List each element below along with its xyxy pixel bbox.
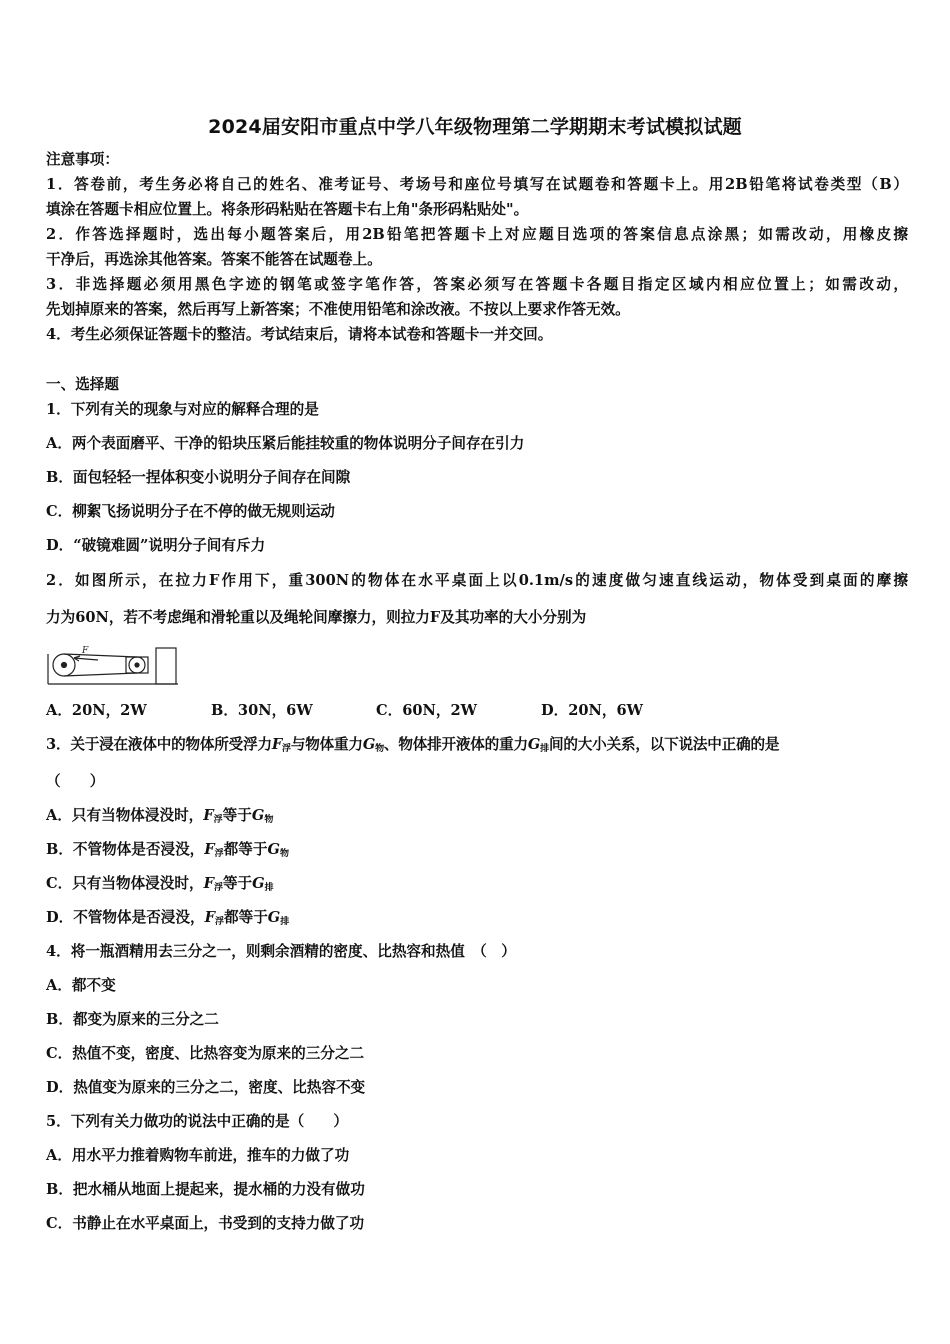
subscript: 物 bbox=[279, 849, 289, 859]
option-text: 等于 bbox=[222, 875, 253, 892]
question-4-option-c: C．热值不变，密度、比热容变为原来的三分之二 bbox=[46, 1045, 365, 1062]
notice-line: 3．非选择题必须用黑色字迹的钢笔或签字笔作答，答案必须写在答题卡各题目指定区域内相应位置上；如需改动， bbox=[46, 276, 908, 293]
question-5-option-c: C．书静止在水平桌面上，书受到的支持力做了功 bbox=[46, 1215, 365, 1232]
question-3-option-d bbox=[46, 908, 289, 932]
notice-line: 填涂在答题卡相应位置上。将条形码粘贴在答题卡右上角"条形码粘贴处"。 bbox=[46, 201, 529, 218]
symbol-G: G bbox=[267, 909, 281, 926]
option-text: A．只有当物体浸没时， bbox=[46, 807, 204, 824]
question-4-option-a: A．都不变 bbox=[46, 977, 116, 994]
pulley-figure bbox=[46, 644, 180, 688]
question-2-option-b: B．30N，6W bbox=[211, 702, 313, 719]
question-2-option-d: D．20N，6W bbox=[541, 702, 644, 719]
notice-line: 先划掉原来的答案，然后再写上新答案；不准使用铅笔和涂改液。不按以上要求作答无效。 bbox=[46, 301, 630, 318]
option-text: 等于 bbox=[222, 807, 252, 824]
notice-heading: 注意事项： bbox=[46, 151, 119, 168]
question-5-option-b: B．把水桶从地面上提起来，提水桶的力没有做功 bbox=[46, 1181, 365, 1198]
subscript: 浮 bbox=[213, 815, 223, 825]
question-3-option-b bbox=[46, 840, 289, 864]
subscript: 排 bbox=[280, 917, 290, 927]
notice-line: 2．作答选择题时，选出每小题答案后，用2B铅笔把答题卡上对应题目选项的答案信息点涂黑；如需改动，用橡皮擦 bbox=[46, 226, 908, 243]
question-3-paren: （ ） bbox=[46, 773, 105, 790]
question-2-stem-cont: 力为60N，若不考虑绳和滑轮重以及绳轮间摩擦力，则拉力F及其功率的大小分别为 bbox=[46, 609, 587, 626]
question-3-stem bbox=[46, 735, 779, 759]
subscript: 物 bbox=[264, 815, 274, 825]
subscript: 浮 bbox=[282, 744, 291, 754]
section-heading: 一、选择题 bbox=[46, 376, 119, 393]
wall-right bbox=[156, 648, 176, 684]
symbol-F: F bbox=[271, 736, 283, 753]
symbol-G: G bbox=[251, 807, 265, 824]
subscript: 浮 bbox=[214, 849, 224, 859]
question-2-stem: 2．如图所示，在拉力F作用下，重300N的物体在水平桌面上以0.1m/s的速度做匀速直线运动，物体受到桌面的摩擦 bbox=[46, 572, 908, 589]
question-3-text: 与物体重力 bbox=[290, 736, 363, 753]
option-text: 都等于 bbox=[224, 909, 268, 926]
page-title: 2024届安阳市重点中学八年级物理第二学期期末考试模拟试题 bbox=[208, 116, 742, 138]
subscript: 浮 bbox=[213, 883, 223, 893]
question-2-option-a: A．20N，2W bbox=[46, 702, 147, 719]
symbol-G: G bbox=[252, 875, 265, 892]
option-text: 都等于 bbox=[223, 841, 268, 858]
question-3-text: 间的大小关系，以下说法中正确的是 bbox=[548, 736, 780, 753]
subscript: 排 bbox=[540, 744, 549, 754]
question-4-option-b: B．都变为原来的三分之二 bbox=[46, 1011, 219, 1028]
symbol-F: F bbox=[204, 841, 215, 858]
option-text: B．不管物体是否浸没， bbox=[46, 841, 205, 858]
question-4-option-d: D．热值变为原来的三分之二，密度、比热容不变 bbox=[46, 1079, 366, 1096]
question-1-option-c: C．柳絮飞扬说明分子在不停的做无规则运动 bbox=[46, 503, 335, 520]
subscript: 排 bbox=[264, 883, 274, 893]
question-1-stem: 1．下列有关的现象与对应的解释合理的是 bbox=[46, 401, 319, 418]
subscript: 物 bbox=[375, 744, 384, 754]
notice-line: 4．考生必须保证答题卡的整洁。考试结束后，请将本试卷和答题卡一并交回。 bbox=[46, 326, 553, 343]
symbol-G: G bbox=[267, 841, 280, 858]
question-3-option-c bbox=[46, 874, 274, 898]
question-3-text: 、物体排开液体的重力 bbox=[383, 736, 528, 753]
symbol-F: F bbox=[203, 875, 214, 892]
rope-bottom bbox=[64, 673, 137, 676]
notice-line: 1．答卷前，考生务必将自己的姓名、准考证号、考场号和座位号填写在试题卷和答题卡上。用2B铅笔将试卷类型（B） bbox=[46, 176, 908, 193]
question-1-option-a: A．两个表面磨平、干净的铅块压紧后能挂较重的物体说明分子间存在引力 bbox=[46, 435, 525, 452]
symbol-F: F bbox=[204, 909, 215, 926]
symbol-G: G bbox=[362, 736, 376, 753]
question-4-stem: 4．将一瓶酒精用去三分之一，则剩余酒精的密度、比热容和热值 （ ） bbox=[46, 943, 516, 960]
question-2-option-c: C．60N，2W bbox=[376, 702, 477, 719]
question-1-option-b: B．面包轻轻一捏体积变小说明分子间存在间隙 bbox=[46, 469, 351, 486]
question-5-option-a: A．用水平力推着购物车前进，推车的力做了功 bbox=[46, 1147, 350, 1164]
question-3-text: 3．关于浸在液体中的物体所受浮力 bbox=[46, 736, 272, 753]
rope-top bbox=[64, 654, 137, 657]
notice-line: 干净后，再选涂其他答案。答案不能答在试题卷上。 bbox=[46, 251, 382, 268]
symbol-G: G bbox=[527, 736, 541, 753]
question-5-stem: 5．下列有关力做功的说法中正确的是（ ） bbox=[46, 1113, 349, 1130]
question-3-option-a bbox=[46, 806, 273, 830]
symbol-F: F bbox=[203, 807, 214, 824]
force-label: F bbox=[82, 646, 89, 656]
option-text: C．只有当物体浸没时， bbox=[46, 875, 204, 892]
option-text: D．不管物体是否浸没， bbox=[46, 909, 205, 926]
subscript: 浮 bbox=[214, 917, 224, 927]
question-1-option-d: D．“破镜难圆”说明分子间有斥力 bbox=[46, 537, 266, 554]
